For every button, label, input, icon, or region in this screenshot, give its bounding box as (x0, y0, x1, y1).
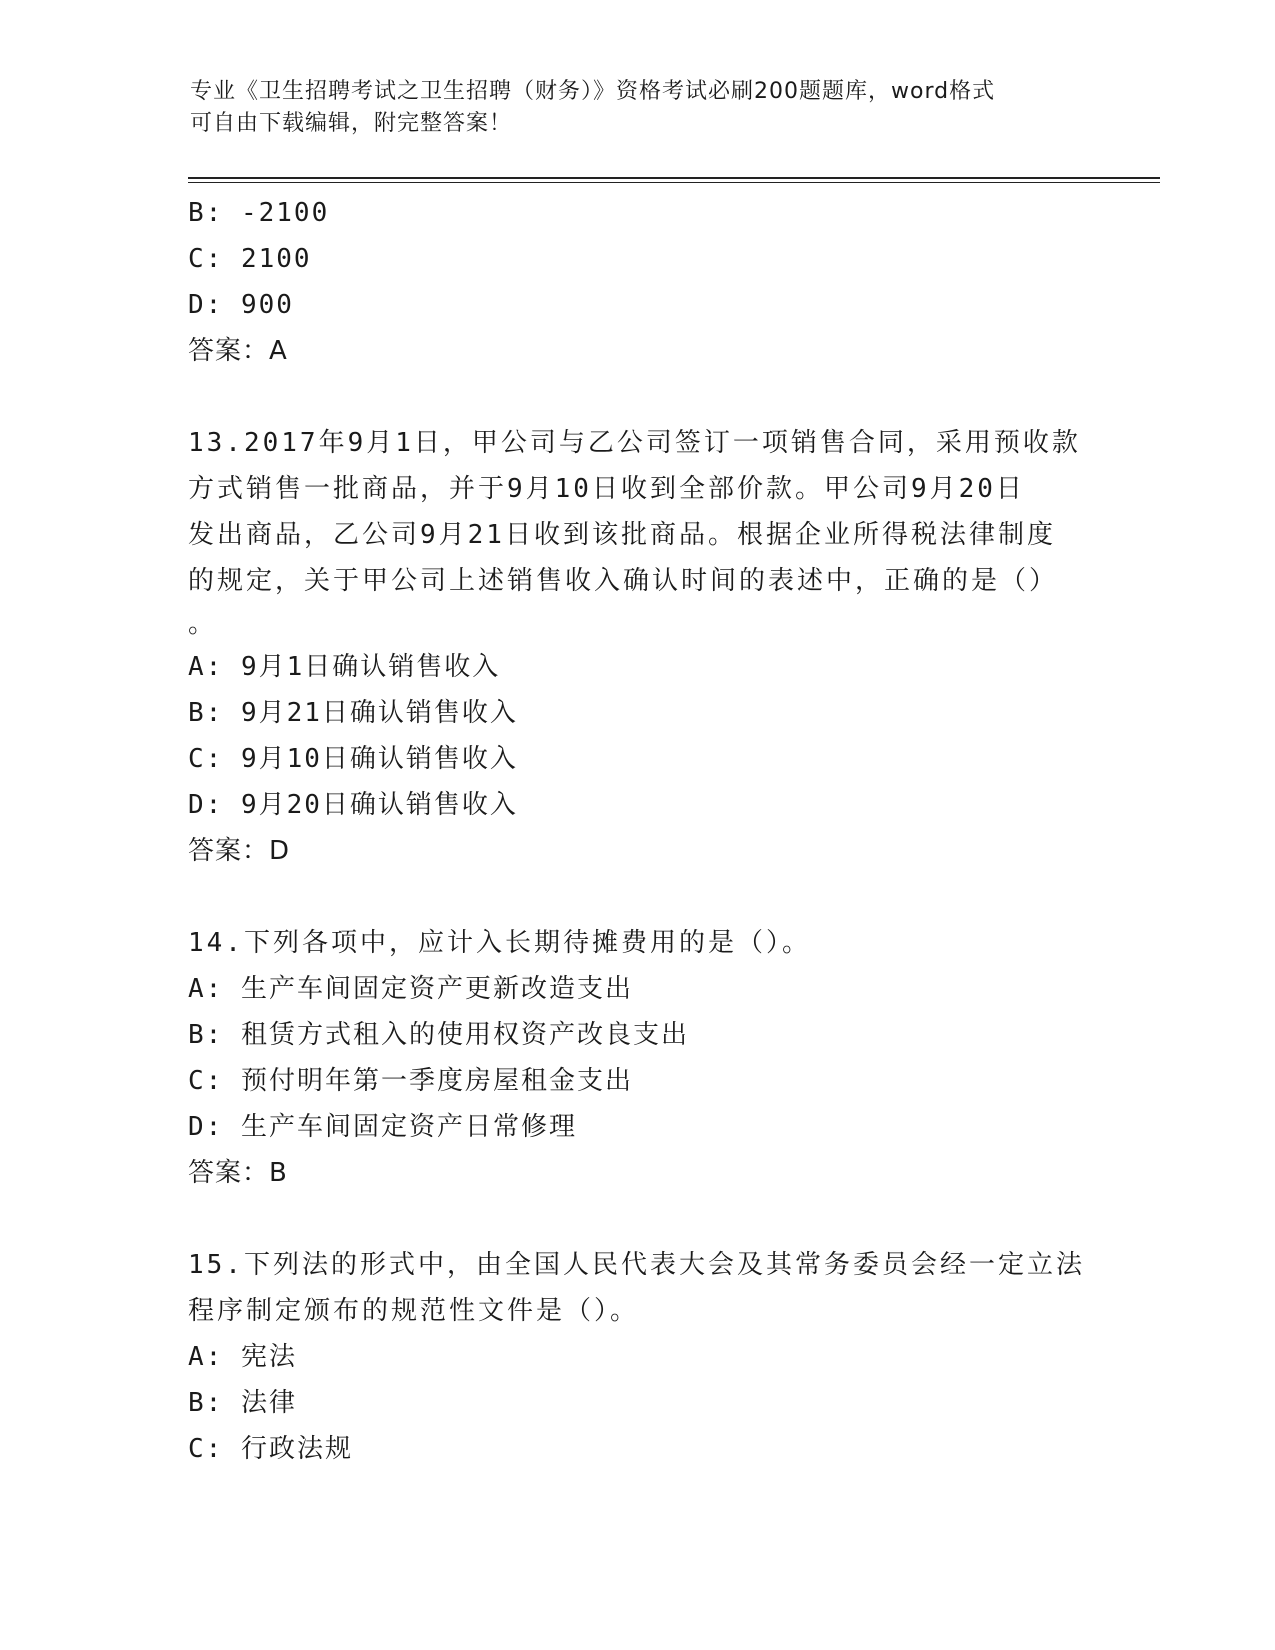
question-15-stem-line-2: 程序制定颁布的规范性文件是（）。 (188, 1296, 640, 1326)
question-12-option-c: C: 2100 (188, 244, 312, 274)
header-title-line-2: 可自由下载编辑，附完整答案！ (190, 111, 513, 136)
question-14-option-d: D: 生产车间固定资产日常修理 (188, 1112, 577, 1142)
question-13-option-a: A: 9月1日确认销售收入 (188, 652, 501, 682)
question-13-stem-line-5: 。 (188, 609, 218, 639)
question-12-answer: 答案：A (188, 336, 288, 366)
question-15-stem-line-1: 15.下列法的形式中，由全国人民代表大会及其常务委员会经一定立法 (188, 1250, 1085, 1280)
header-title-line-1: 专业《卫生招聘考试之卫生招聘（财务）》资格考试必刷200题题库，word格式 (190, 79, 996, 104)
question-13-option-b: B: 9月21日确认销售收入 (188, 698, 518, 728)
question-14-answer: 答案：B (188, 1158, 288, 1188)
question-14-option-c: C: 预付明年第一季度房屋租金支出 (188, 1066, 633, 1096)
question-13-stem-line-3: 发出商品，乙公司9月21日收到该批商品。根据企业所得税法律制度 (188, 520, 1056, 550)
question-list (188, 190, 1088, 1472)
spacer (188, 1196, 1088, 1242)
spacer (188, 874, 1088, 920)
question-14-stem-line-1: 14.下列各项中，应计入长期待摊费用的是（）。 (188, 928, 811, 958)
question-13-answer: 答案：D (188, 836, 291, 866)
question-12-option-d: D: 900 (188, 290, 294, 320)
document-header (190, 76, 1090, 140)
question-15-option-c: C: 行政法规 (188, 1434, 353, 1464)
question-13-stem-line-4: 的规定，关于甲公司上述销售收入确认时间的表述中，正确的是（） (188, 566, 1059, 596)
header-divider-thick (188, 177, 1160, 179)
question-12-option-b: B: -2100 (188, 198, 330, 228)
question-12-tail (188, 190, 1088, 374)
header-divider-thin (188, 182, 1160, 183)
question-14-option-b: B: 租赁方式租入的使用权资产改良支出 (188, 1020, 689, 1050)
question-15 (188, 1242, 1088, 1472)
question-15-option-b: B: 法律 (188, 1388, 297, 1418)
question-15-option-a: A: 宪法 (188, 1342, 297, 1372)
question-13-stem-line-1: 13.2017年9月1日，甲公司与乙公司签订一项销售合同，采用预收款 (188, 428, 1081, 458)
question-14 (188, 920, 1088, 1196)
question-13 (188, 420, 1088, 874)
question-13-option-c: C: 9月10日确认销售收入 (188, 744, 518, 774)
question-13-stem-line-2: 方式销售一批商品，并于9月10日收到全部价款。甲公司9月20日 (188, 474, 1025, 504)
question-14-option-a: A: 生产车间固定资产更新改造支出 (188, 974, 633, 1004)
spacer (188, 374, 1088, 420)
question-13-option-d: D: 9月20日确认销售收入 (188, 790, 518, 820)
